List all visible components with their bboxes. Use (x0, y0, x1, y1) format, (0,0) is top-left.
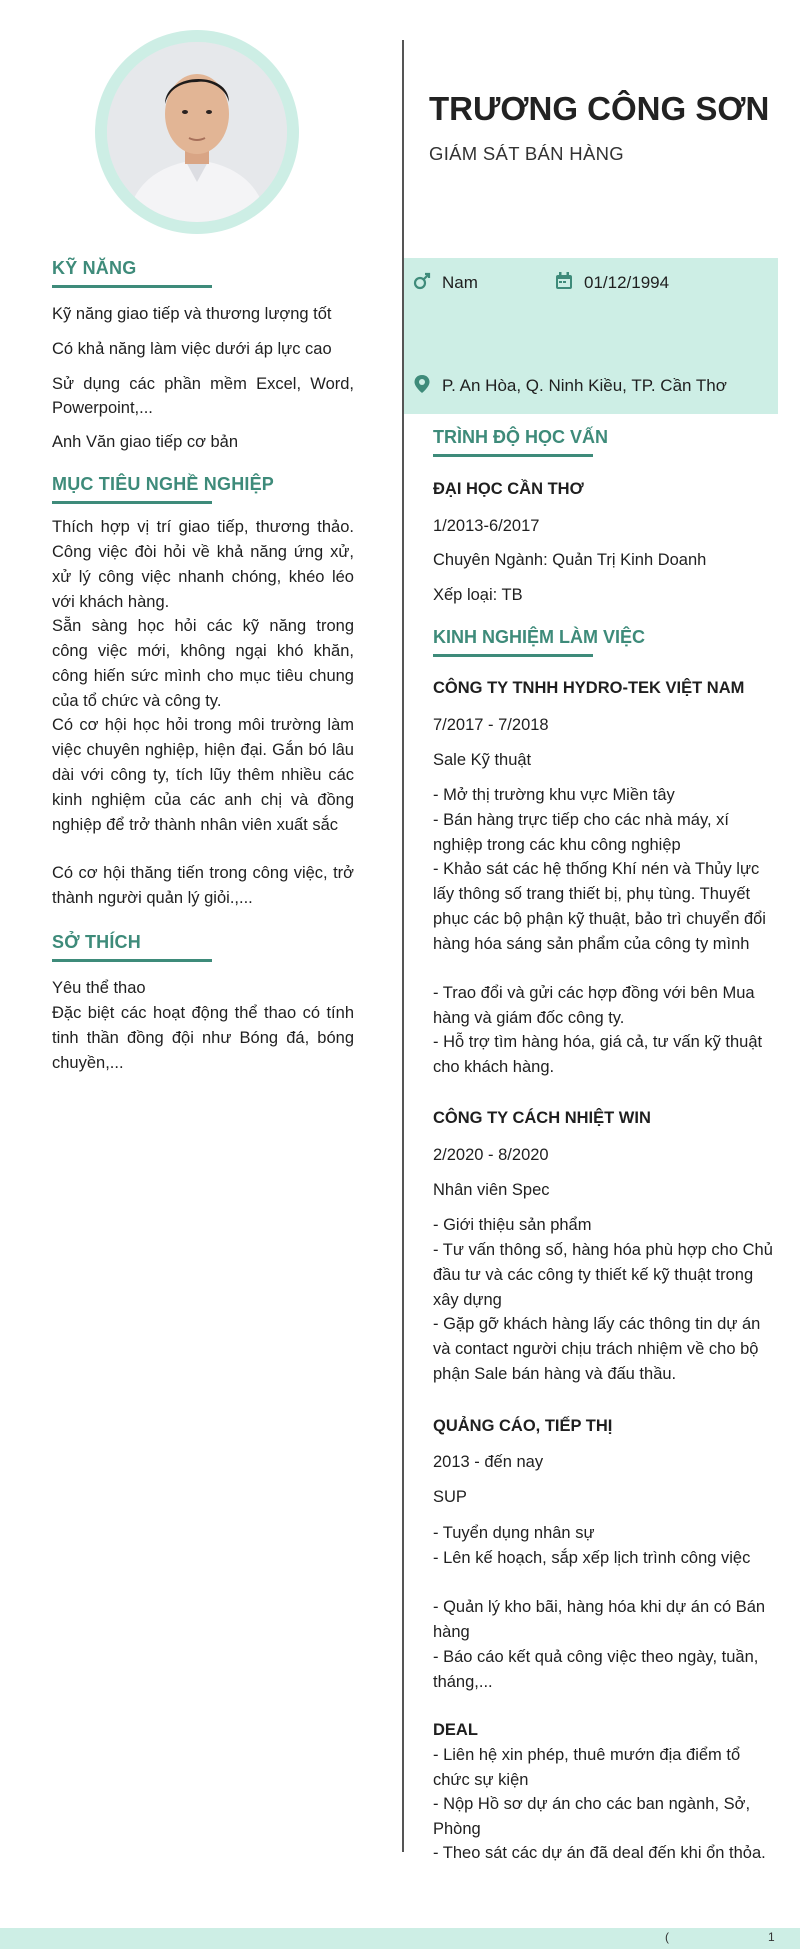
objective-title-underline (52, 501, 212, 504)
job-sub-heading: DEAL (433, 1721, 478, 1739)
school-name: ĐẠI HỌC CẦN THƠ (433, 480, 584, 498)
job-duty: - Tuyển dụng nhân sự (433, 1524, 595, 1542)
job-duty: - Quản lý kho bãi, hàng hóa khi dự án có Bán hàng (433, 1598, 766, 1641)
job-period: 2/2020 - 8/2020 (433, 1146, 549, 1164)
footer-band (0, 1928, 800, 1949)
job-duty: - Gặp gỡ khách hàng lấy các thông tin dự án và contact người chịu trách nhiệm về cho bộ phận Sale bán hàng và đấu thầu. (433, 1315, 761, 1383)
profile-photo (107, 42, 287, 222)
calendar-icon (554, 271, 574, 291)
dob-value: 01/12/1994 (584, 273, 670, 292)
gender-icon (412, 272, 432, 292)
job-duty: - Liên hệ xin phép, thuê mướn địa điểm tổ chức sự kiện (433, 1746, 741, 1789)
experience-title: KINH NGHIỆM LÀM VIỆC (433, 627, 646, 647)
hobbies-title: SỞ THÍCH (52, 932, 141, 952)
education-title: TRÌNH ĐỘ HỌC VẤN (433, 427, 608, 447)
job-company: CÔNG TY CÁCH NHIỆT WIN (433, 1109, 651, 1127)
education-period: 1/2013-6/2017 (433, 517, 540, 535)
experience-title-underline (433, 654, 593, 657)
job-duty: - Bán hàng trực tiếp cho các nhà máy, xí nghiệp trong các khu công nghiệp (433, 811, 729, 854)
candidate-name: TRƯƠNG CÔNG SƠN (429, 90, 770, 127)
job-duty: - Trao đổi và gửi các hợp đồng với bên Mua hàng và giám đốc công ty. (433, 984, 755, 1027)
job-duty: - Khảo sát các hệ thống Khí nén và Thủy lực lấy thông số trang thiết bị, phụ tùng. Thuyết phục các bộ phận kỹ thuật, bảo trì chuyển đổi hàng hóa sáng sản phẩm của công ty mình (433, 860, 766, 953)
job-duty: - Giới thiệu sản phẩm (433, 1216, 592, 1234)
hobby-line: Yêu thể thao (52, 979, 146, 997)
location-pin-icon (412, 374, 432, 394)
job-company: QUẢNG CÁO, TIẾP THỊ (433, 1417, 613, 1435)
skill-item: Kỹ năng giao tiếp và thương lượng tốt (52, 305, 332, 323)
objective-title: MỤC TIÊU NGHỀ NGHIỆP (52, 474, 275, 494)
avatar (107, 42, 287, 222)
job-duty: - Tư vấn thông số, hàng hóa phù hợp cho Chủ đầu tư và các công ty thiết kế kỹ thuật trong xây dựng (433, 1241, 773, 1309)
education-major: Chuyên Ngành: Quản Trị Kinh Doanh (433, 551, 707, 569)
avatar-frame (95, 30, 299, 234)
objective-paragraph: Có cơ hội học hỏi trong môi trường làm việc chuyên nghiệp, hiện đại. Gắn bó lâu dài với công ty, tích lũy thêm nhiều các kinh nghiệm của các anh chị và đồng nghiệp để trở thành nhân viên xuất sắc (52, 716, 354, 834)
skill-item: Anh Văn giao tiếp cơ bản (52, 433, 239, 451)
job-duty: - Báo cáo kết quả công việc theo ngày, tuần, tháng,... (433, 1648, 759, 1691)
job-company: CÔNG TY TNHH HYDRO-TEK VIỆT NAM (433, 679, 745, 697)
job-duty: - Lên kế hoạch, sắp xếp lịch trình công việc (433, 1549, 751, 1567)
objective-paragraph: Thích hợp vị trí giao tiếp, thương thảo. Công việc đòi hỏi về khả năng ứng xử, xử lý công việc nhanh chóng, khéo léo với khách hàng. (52, 518, 354, 611)
address-value: P. An Hòa, Q. Ninh Kiều, TP. Cần Thơ (442, 376, 727, 395)
hobby-line: Đặc biệt các hoạt động thể thao có tính tinh thần đồng đội như Bóng đá, bóng chuyền,... (52, 1004, 354, 1072)
job-duty: - Mở thị trường khu vực Miền tây (433, 786, 675, 804)
job-role: SUP (433, 1488, 467, 1506)
job-role: Sale Kỹ thuật (433, 751, 532, 769)
skills-title: KỸ NĂNG (52, 258, 137, 278)
objective-paragraph: Có cơ hội thăng tiến trong công việc, trở thành người quản lý giỏi.,... (52, 864, 354, 907)
skills-title-underline (52, 285, 212, 288)
personal-info-band (404, 258, 778, 414)
page-number: 1 (768, 1930, 775, 1944)
job-period: 7/2017 - 7/2018 (433, 716, 549, 734)
skill-item: Có khả năng làm việc dưới áp lực cao (52, 340, 332, 358)
gender-value: Nam (442, 273, 478, 292)
job-duty: - Theo sát các dự án đã deal đến khi ổn thỏa. (433, 1844, 766, 1862)
hobbies-title-underline (52, 959, 212, 962)
education-title-underline (433, 454, 593, 457)
job-period: 2013 - đến nay (433, 1453, 544, 1471)
footer-mark: ( (665, 1930, 669, 1944)
objective-paragraph: Sẵn sàng học hỏi các kỹ năng trong công việc mới, không ngại khó khăn, công hiến sức mình cho mục tiêu chung của tổ chức và công ty. (52, 617, 354, 710)
candidate-title: GIÁM SÁT BÁN HÀNG (429, 143, 624, 164)
job-role: Nhân viên Spec (433, 1181, 550, 1199)
job-duty: - Nộp Hồ sơ dự án cho các ban ngành, Sở, Phòng (433, 1795, 751, 1838)
job-duty: - Hỗ trợ tìm hàng hóa, giá cả, tư vấn kỹ thuật cho khách hàng. (433, 1033, 763, 1076)
skill-item: Sử dụng các phần mềm Excel, Word, Powerpoint,... (52, 375, 354, 417)
education-grade: Xếp loại: TB (433, 586, 523, 604)
